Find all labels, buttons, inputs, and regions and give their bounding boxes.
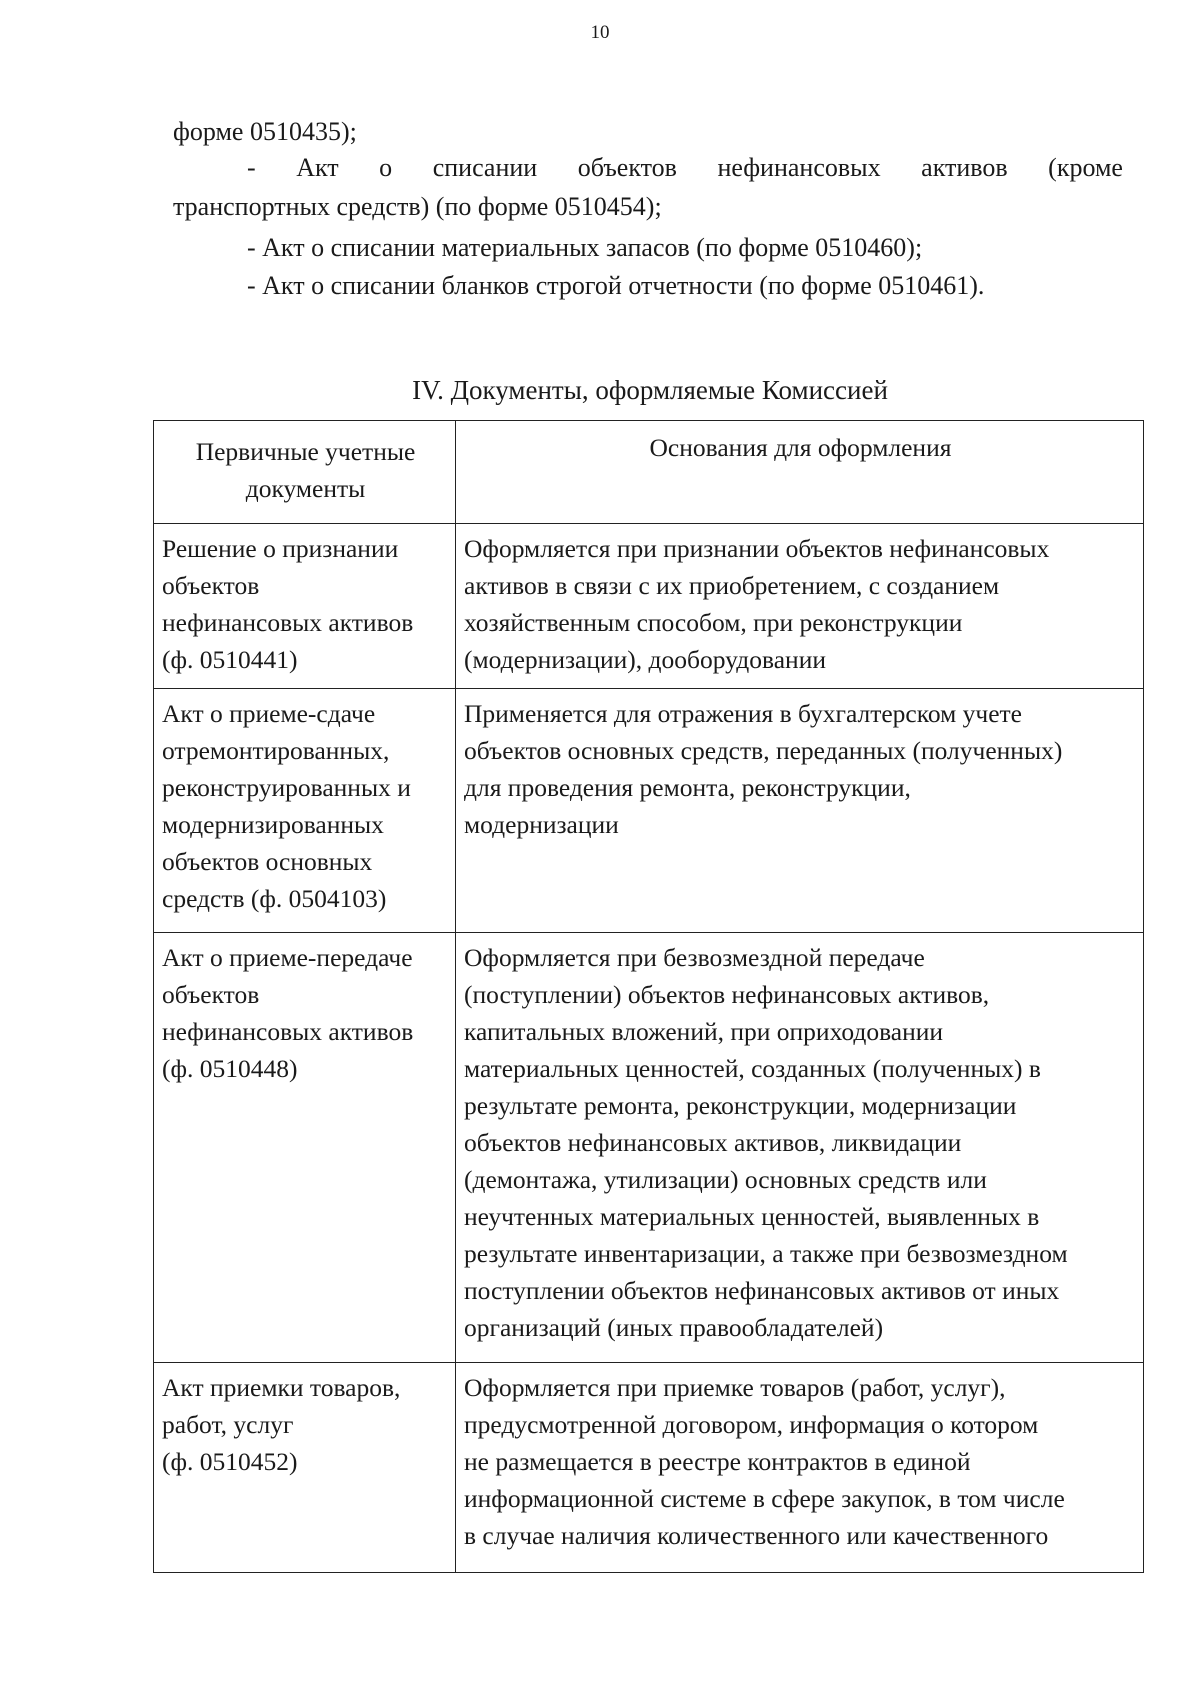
document-name-cell: Акт приемки товаров, работ, услуг (ф. 0510452): [154, 1363, 456, 1573]
intro-word: активов: [921, 153, 1008, 182]
table-row: [154, 689, 1144, 933]
intro-line-4: - Акт о списании материальных запасов (по форме 0510460);: [247, 233, 923, 262]
intro-word: о: [379, 153, 393, 182]
document-name-cell: Акт о приеме-передаче объектов нефинансовых активов (ф. 0510448): [154, 933, 456, 1363]
table-row: [154, 524, 1144, 689]
intro-line-3: транспортных средств) (по форме 0510454);: [173, 192, 662, 221]
page-number: 10: [590, 22, 610, 43]
intro-word: списании: [432, 153, 538, 182]
intro-word: нефинансовых: [717, 153, 881, 182]
basis-cell: Оформляется при безвозмездной передаче (поступлении) объектов нефинансовых активов, капитальных вложений, при оприходовании материальных ценностей, созданных (полученных) в результате ремонта, реконструкции, модернизации объектов нефинансовых активов, ликвидации (демонтажа, утилизации) основных средств или неучтенных материальных ценностей, выявленных в результате инвентаризации, а также при безвозмездном поступлении объектов нефинансовых активов от иных организаций (иных правообладателей): [456, 933, 1144, 1363]
documents-table: [153, 420, 1144, 1573]
basis-cell: Применяется для отражения в бухгалтерском учете объектов основных средств, переданных (полученных) для проведения ремонта, реконструкции, модернизации: [456, 689, 1144, 933]
section-title: IV. Документы, оформляемые Комиссией: [412, 375, 888, 405]
intro-word: -: [247, 153, 256, 182]
intro-line-2: [247, 150, 1123, 186]
header-basis: Основания для оформления: [456, 421, 1144, 524]
table-row: [154, 1363, 1144, 1573]
intro-word: объектов: [577, 153, 677, 182]
intro-word: Акт: [296, 153, 339, 182]
document-name-cell: Решение о признании объектов нефинансовых активов (ф. 0510441): [154, 524, 456, 689]
basis-cell: Оформляется при признании объектов нефинансовых активов в связи с их приобретением, с созданием хозяйственным способом, при реконструкции (модернизации), дооборудовании: [456, 524, 1144, 689]
intro-line-5: - Акт о списании бланков строгой отчетности (по форме 0510461).: [247, 271, 985, 300]
document-name-cell: Акт о приеме-сдаче отремонтированных, реконструированных и модернизированных объектов основных средств (ф. 0504103): [154, 689, 456, 933]
header-primary-documents: Первичные учетные документы: [154, 421, 456, 524]
table-header-row: [154, 421, 1144, 524]
basis-cell: Оформляется при приемке товаров (работ, услуг), предусмотренной договором, информация о котором не размещается в реестре контрактов в единой информационной системе в сфере закупок, в том числе в случае наличия количественного или качественного: [456, 1363, 1144, 1573]
table-row: [154, 933, 1144, 1363]
intro-word: (кроме: [1048, 153, 1123, 182]
intro-line-1: форме 0510435);: [173, 117, 357, 146]
